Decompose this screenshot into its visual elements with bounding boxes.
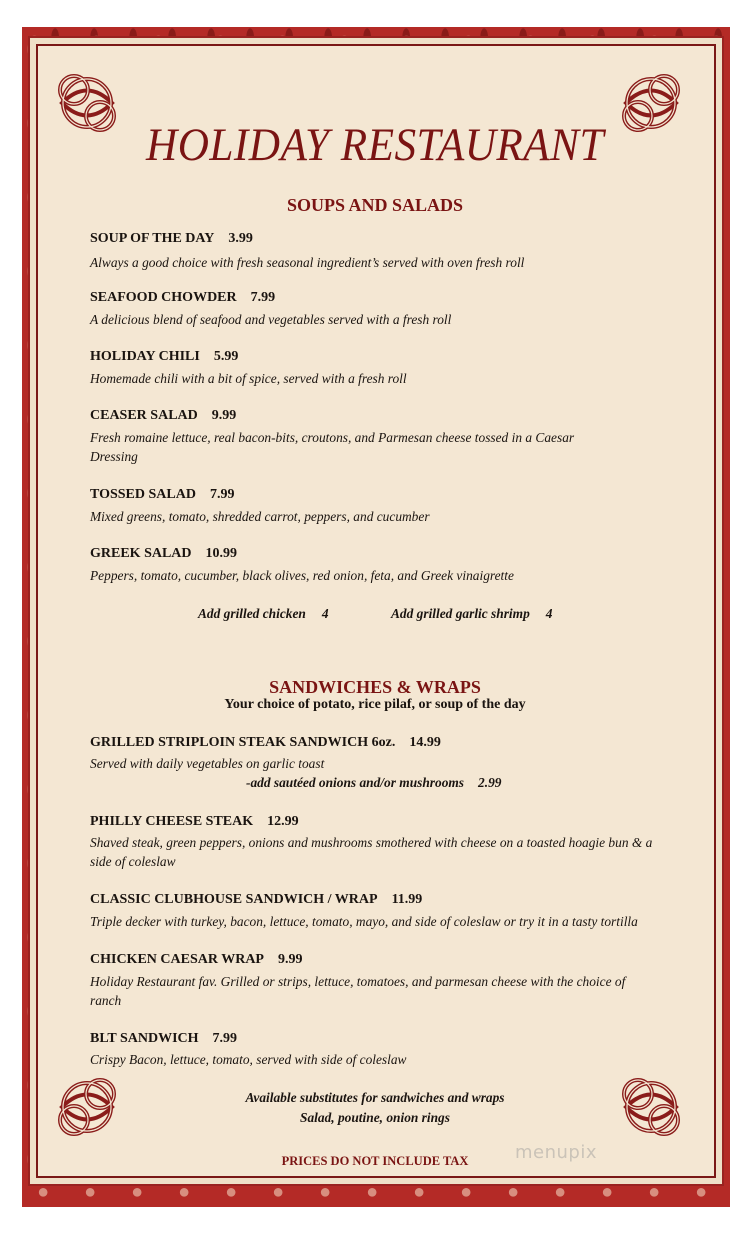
menu-item-name: SEAFOOD CHOWDER 7.99 bbox=[90, 290, 276, 305]
menu-item-price: 9.99 bbox=[277, 952, 303, 967]
menu-item-price: 12.99 bbox=[267, 814, 299, 829]
menu-item-description: Fresh romaine lettuce, real bacon-bits, croutons, and Parmesan cheese tossed in a Caesar Dressing bbox=[90, 430, 575, 464]
tax-note: PRICES DO NOT INCLUDE TAX bbox=[281, 1154, 469, 1168]
menu-item-name: TOSSED SALAD 7.99 bbox=[90, 487, 235, 502]
menu-item-price: 9.99 bbox=[211, 408, 237, 423]
menu-item-description: Holiday Restaurant fav. Grilled or strips, lettuce, tomatoes, and parmesan cheese with the choice of ranch bbox=[90, 974, 626, 1008]
substitutes-heading: Available substitutes for sandwiches and wraps bbox=[245, 1090, 505, 1105]
celtic-knot-icon bbox=[616, 1072, 686, 1142]
section-subheading: Your choice of potato, rice pilaf, or soup of the day bbox=[224, 697, 526, 712]
addon-chicken: Add grilled chicken 4 bbox=[198, 606, 329, 621]
menu-item-name: BLT SANDWICH 7.99 bbox=[90, 1031, 238, 1046]
menu-item-price: 7.99 bbox=[250, 290, 276, 305]
menu-item-description: Crispy Bacon, lettuce, tomato, served with side of coleslaw bbox=[90, 1052, 407, 1067]
restaurant-title: HOLIDAY RESTAURANT bbox=[146, 119, 604, 171]
menu-item-name: PHILLY CHEESE STEAK 12.99 bbox=[90, 814, 299, 829]
menu-item-description: Mixed greens, tomato, shredded carrot, peppers, and cucumber bbox=[90, 509, 430, 524]
menu-item-price: 7.99 bbox=[212, 1031, 238, 1046]
menu-item-description: Triple decker with turkey, bacon, lettuce, tomato, mayo, and side of coleslaw or try it in a tasty tortilla bbox=[90, 914, 638, 929]
menu-item-description: Homemade chili with a bit of spice, served with a fresh roll bbox=[90, 371, 407, 386]
menu-item-price: 5.99 bbox=[213, 349, 239, 364]
menu-item-name: CLASSIC CLUBHOUSE SANDWICH / WRAP 11.99 bbox=[90, 892, 423, 907]
celtic-knot-icon bbox=[52, 1072, 122, 1142]
menu-item-description: Shaved steak, green peppers, onions and mushrooms smothered with cheese on a toasted hoagie bun & a side of coleslaw bbox=[90, 835, 653, 869]
menu-item-description: Peppers, tomato, cucumber, black olives, red onion, feta, and Greek vinaigrette bbox=[90, 568, 514, 583]
menu-item-name: HOLIDAY CHILI 5.99 bbox=[90, 349, 239, 364]
menu-item-price: 11.99 bbox=[391, 892, 423, 907]
menu-item-name: GRILLED STRIPLOIN STEAK SANDWICH 6oz. 14.99 bbox=[90, 735, 441, 750]
watermark: menupix bbox=[515, 1142, 598, 1163]
menu-item-description: Always a good choice with fresh seasonal ingredient’s served with oven fresh roll bbox=[90, 255, 525, 270]
addon-shrimp: Add grilled garlic shrimp 4 bbox=[391, 606, 553, 621]
menu-item-name: CHICKEN CAESAR WRAP 9.99 bbox=[90, 952, 303, 967]
menu-item-name: CEASER SALAD 9.99 bbox=[90, 408, 237, 423]
menu-item-description: Served with daily vegetables on garlic toast bbox=[90, 756, 325, 771]
section-heading-soups: SOUPS AND SALADS bbox=[286, 195, 464, 215]
steak-addon: -add sautéed onions and/or mushrooms 2.99 bbox=[246, 775, 502, 790]
menu-item-description: A delicious blend of seafood and vegetables served with a fresh roll bbox=[90, 312, 452, 327]
substitutes-list: Salad, poutine, onion rings bbox=[300, 1110, 450, 1125]
menu-item-price: 3.99 bbox=[228, 231, 253, 246]
menu-item-name: SOUP OF THE DAY 3.99 bbox=[90, 231, 253, 246]
menu-item-name: GREEK SALAD 10.99 bbox=[90, 546, 238, 561]
menu-item-price: 14.99 bbox=[409, 735, 441, 750]
menu-item-price: 10.99 bbox=[205, 546, 238, 561]
menu-item-price: 7.99 bbox=[209, 487, 235, 502]
section-heading-sandwiches: SANDWICHES & WRAPS bbox=[269, 677, 481, 697]
